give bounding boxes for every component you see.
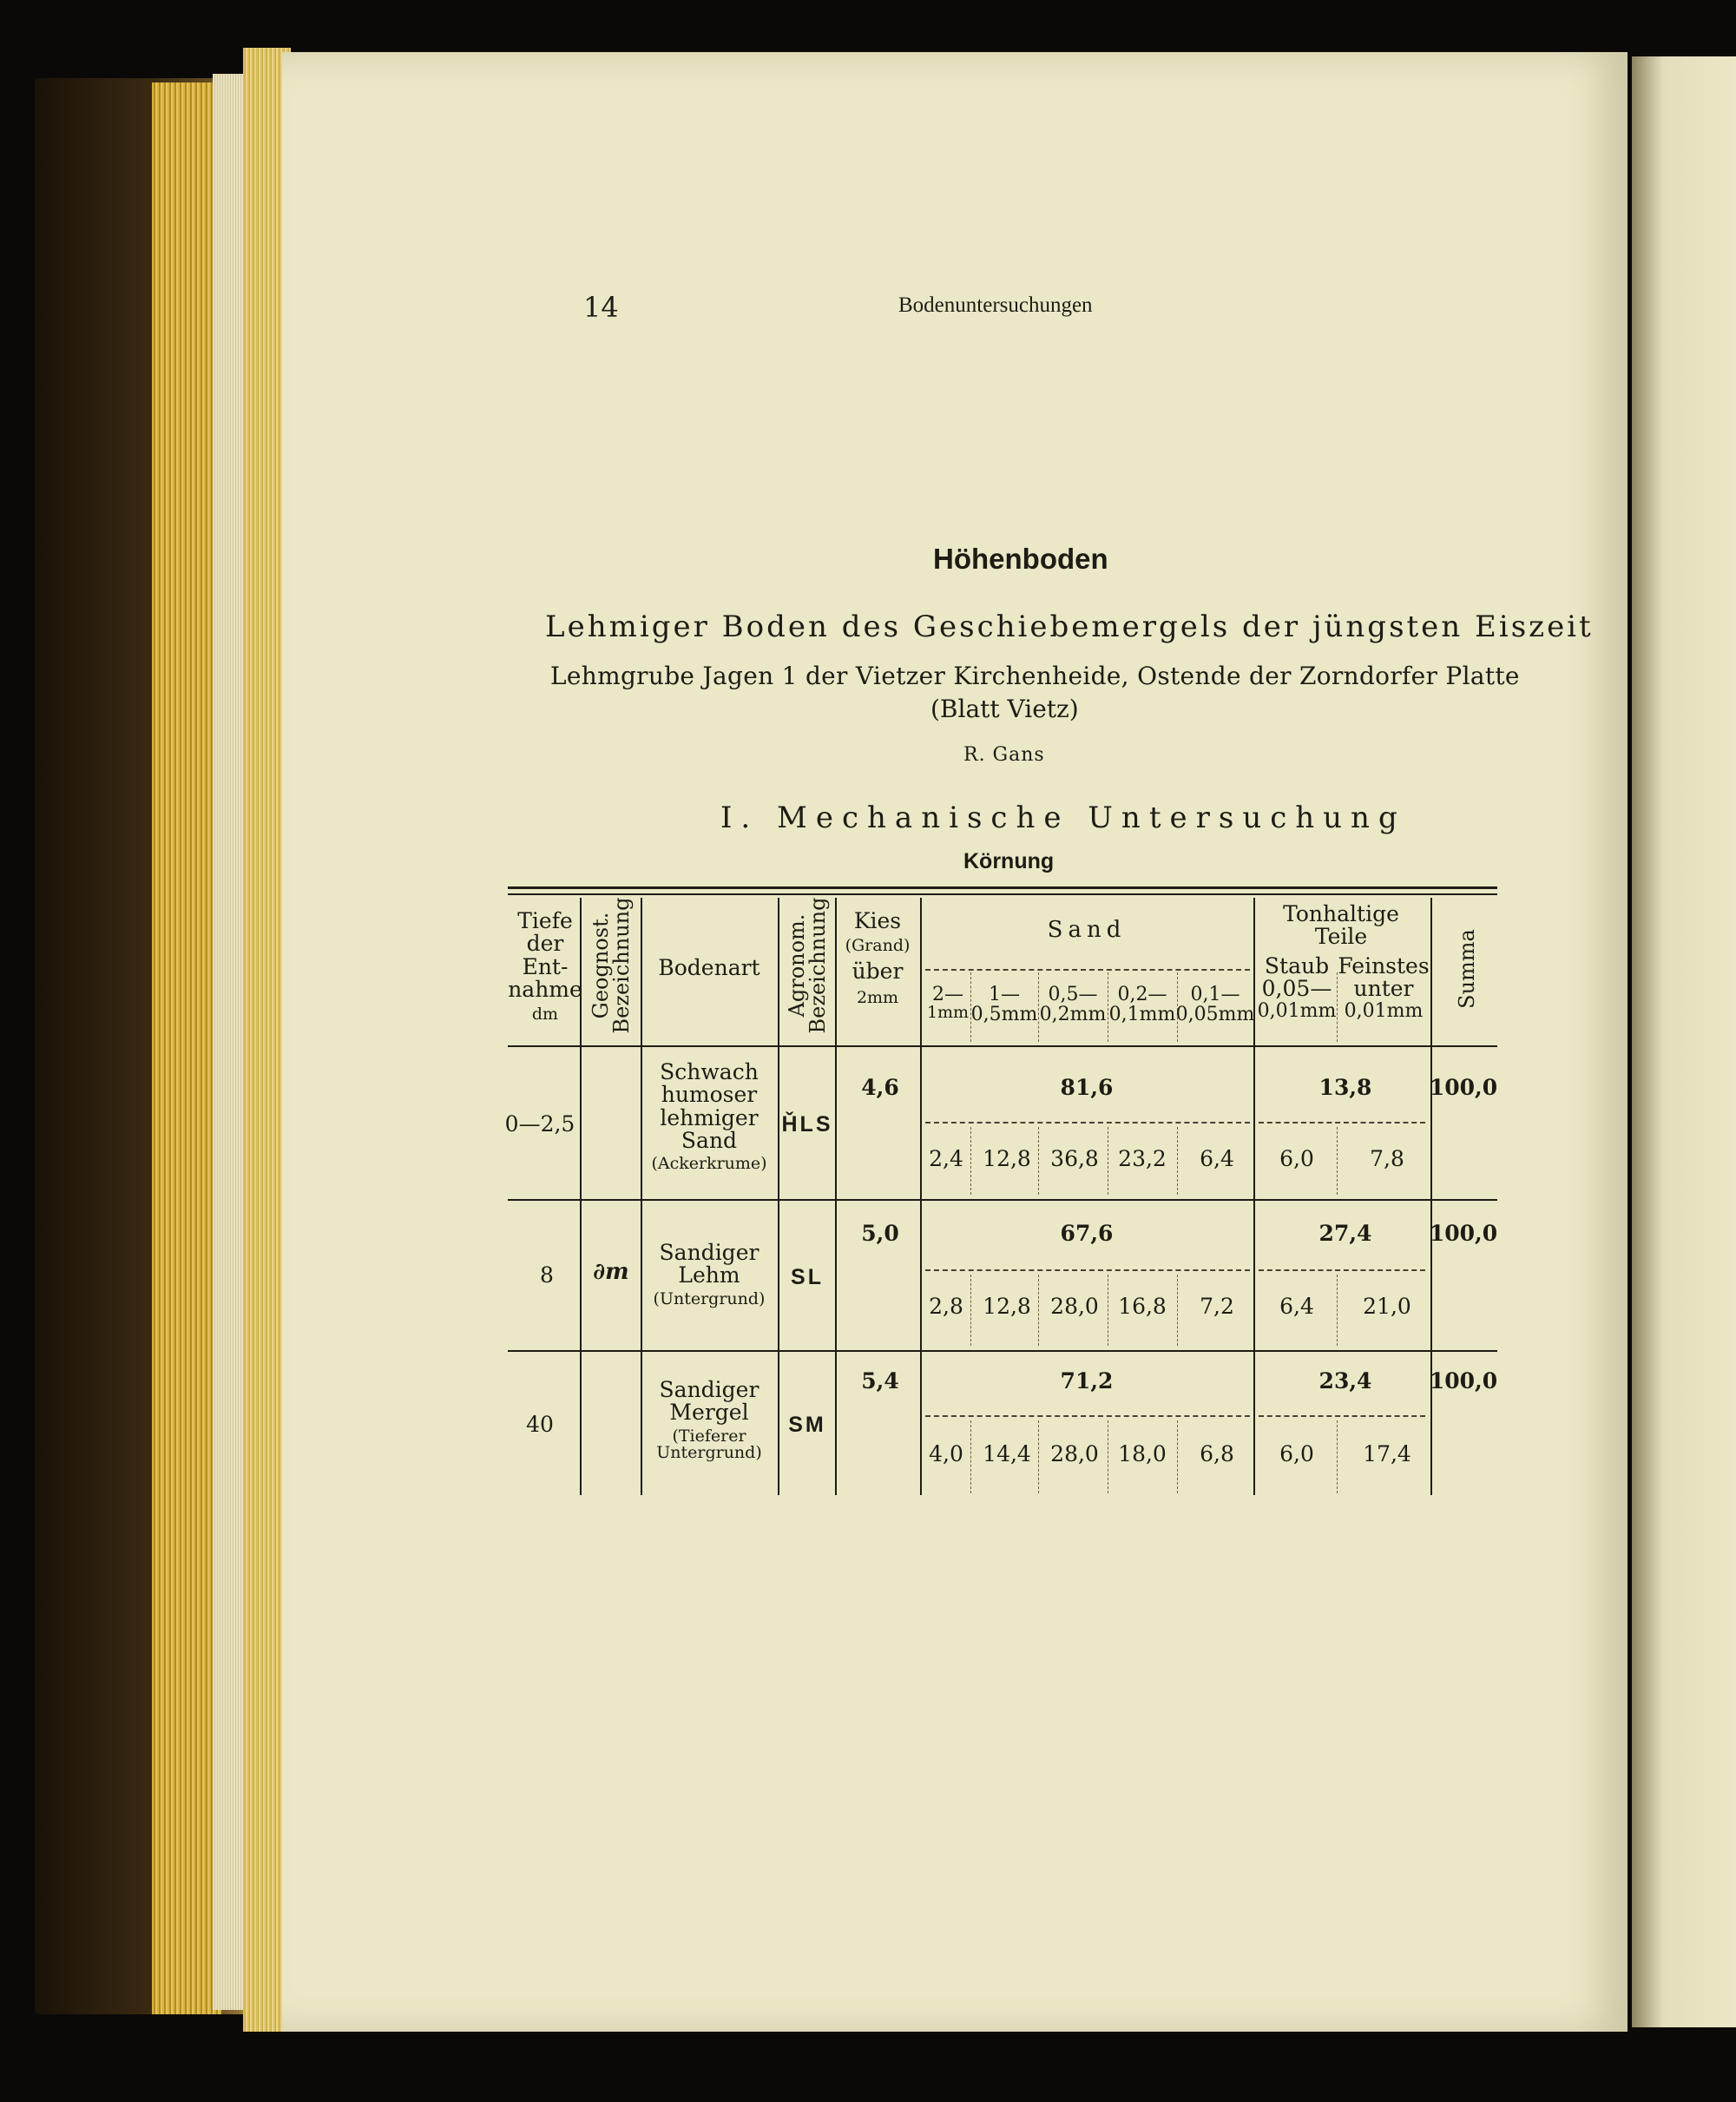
row2-clay-total: 27,4 [1318, 1221, 1372, 1246]
row2-soil-type: Sandiger Lehm (Untergrund) [653, 1240, 766, 1308]
row2-sand-value: 2,8 [929, 1294, 963, 1319]
sand-sub-rule [925, 969, 1250, 971]
row1-total: 100,0 [1429, 1075, 1498, 1100]
row1-depth: 0—2,5 [504, 1111, 575, 1137]
facing-page [1632, 56, 1736, 2027]
value-divider [1177, 1275, 1178, 1346]
header-sand-fraction-4: 0,2— 0,1mm [1108, 984, 1176, 1026]
row3-sand-value: 14,4 [983, 1441, 1031, 1466]
sub-heading: Körnung [963, 849, 1055, 873]
value-divider [970, 1420, 971, 1493]
row1-sand-value: 2,4 [929, 1146, 963, 1171]
row-rule-2 [508, 1350, 1497, 1352]
value-divider [1177, 1127, 1178, 1195]
row2-clay-value: 6,4 [1279, 1294, 1314, 1319]
row3-sand-value: 18,0 [1118, 1441, 1167, 1466]
part-title: I. Mechanische Untersuchung [720, 801, 1406, 835]
section-heading: Höhenboden [933, 543, 1108, 575]
col-rule [1430, 898, 1432, 1495]
value-divider [1337, 1420, 1338, 1493]
row1-agronom: ȞLS [781, 1112, 833, 1137]
row1-clay-value: 6,0 [1279, 1146, 1314, 1171]
row2-sub-rule-clay [1259, 1269, 1425, 1271]
row1-sand-value: 36,8 [1050, 1146, 1099, 1171]
header-clay-fraction-2: Feinstes unter 0,01mm [1338, 953, 1430, 1022]
row2-sand-value: 28,0 [1050, 1294, 1099, 1319]
row3-clay-total: 23,4 [1318, 1368, 1372, 1394]
row2-total: 100,0 [1429, 1221, 1498, 1246]
row-rule-1 [508, 1199, 1497, 1201]
row2-sand-total: 67,6 [1060, 1221, 1114, 1246]
row3-total: 100,0 [1429, 1368, 1498, 1394]
table-top-rule [508, 886, 1497, 889]
header-total: Summa [1455, 929, 1479, 1009]
running-head: Bodenuntersuchungen [898, 293, 1093, 317]
value-divider [1038, 1420, 1039, 1493]
row2-sand-value: 7,2 [1200, 1294, 1234, 1319]
row3-sand-value: 28,0 [1050, 1441, 1099, 1466]
row3-soil-type: Sandiger Mergel (Tieferer Untergrund) [656, 1377, 762, 1463]
header-sand: Sand [1047, 917, 1127, 943]
header-sand-fraction-1: 2— 1mm [926, 984, 970, 1023]
row1-sub-rule-clay [1259, 1122, 1425, 1123]
header-geognost: Geognost. Bezeichnung [589, 897, 634, 1034]
value-divider [970, 1275, 971, 1346]
row3-clay-value: 6,0 [1279, 1441, 1314, 1466]
header-depth: Tiefe der Ent- nahme dm [508, 908, 582, 1024]
header-sand-fraction-2: 1— 0,5mm [970, 984, 1038, 1026]
author: R. Gans [963, 744, 1045, 766]
row3-sand-value: 4,0 [929, 1441, 963, 1466]
row3-depth: 40 [526, 1412, 554, 1437]
row2-depth: 8 [540, 1262, 554, 1288]
book-page [282, 52, 1628, 2032]
value-divider [1038, 1127, 1039, 1195]
row2-gravel: 5,0 [861, 1221, 899, 1246]
row1-sand-value: 6,4 [1200, 1146, 1234, 1171]
value-divider [1038, 1275, 1039, 1346]
book-page-edges [152, 82, 221, 2014]
header-gravel: Kies (Grand) über 2mm [845, 908, 911, 1008]
header-soil-type: Bodenart [658, 955, 760, 980]
row2-agronom: SL [791, 1265, 824, 1289]
row3-gravel: 5,4 [861, 1368, 899, 1394]
header-rule [508, 1045, 1497, 1047]
row1-sand-total: 81,6 [1060, 1075, 1114, 1100]
table-top-rule-thin [508, 893, 1497, 895]
col-rule [778, 898, 779, 1495]
row3-sub-rule [925, 1415, 1250, 1417]
row1-clay-total: 13,8 [1318, 1075, 1372, 1100]
col-rule [641, 898, 642, 1495]
page-number: 14 [583, 291, 619, 324]
row1-sand-value: 12,8 [983, 1146, 1031, 1171]
row1-gravel: 4,6 [861, 1075, 899, 1100]
col-rule [920, 898, 922, 1495]
soil-title: Lehmiger Boden des Geschiebemergels der jüngsten Eiszeit [545, 610, 1594, 644]
value-divider [1337, 1275, 1338, 1346]
locality-line: Lehmgrube Jagen 1 der Vietzer Kirchenheide, Ostende der Zorndorfer Platte [550, 662, 1520, 690]
value-divider [970, 1127, 971, 1195]
header-agronom: Agronom. Bezeichnung [785, 897, 830, 1034]
sheet-reference: (Blatt Vietz) [930, 695, 1079, 723]
book-page-block [213, 74, 247, 2010]
value-divider [1177, 1420, 1178, 1493]
header-clay: Tonhaltige Teile [1283, 901, 1399, 950]
header-sand-fraction-5: 0,1— 0,05mm [1175, 984, 1255, 1026]
row1-sub-rule [925, 1122, 1250, 1123]
row2-sand-value: 12,8 [983, 1294, 1031, 1319]
row3-sub-rule-clay [1259, 1415, 1425, 1417]
row3-clay-value: 17,4 [1363, 1441, 1411, 1466]
row1-soil-type: Schwach humoser lehmiger Sand (Ackerkrume) [651, 1059, 767, 1173]
row3-sand-value: 6,8 [1200, 1441, 1234, 1466]
row2-clay-value: 21,0 [1363, 1294, 1411, 1319]
row3-agronom: SM [788, 1413, 826, 1437]
geognost-symbol: ∂m [593, 1259, 629, 1285]
row1-clay-value: 7,8 [1370, 1146, 1404, 1171]
row2-sand-value: 16,8 [1118, 1294, 1167, 1319]
row1-sand-value: 23,2 [1118, 1146, 1167, 1171]
row3-sand-total: 71,2 [1060, 1368, 1114, 1394]
col-rule [835, 898, 837, 1495]
header-clay-fraction-1: Staub 0,05— 0,01mm [1257, 953, 1337, 1022]
value-divider [1337, 1127, 1338, 1195]
row2-sub-rule [925, 1269, 1250, 1271]
header-sand-fraction-3: 0,5— 0,2mm [1039, 984, 1107, 1026]
